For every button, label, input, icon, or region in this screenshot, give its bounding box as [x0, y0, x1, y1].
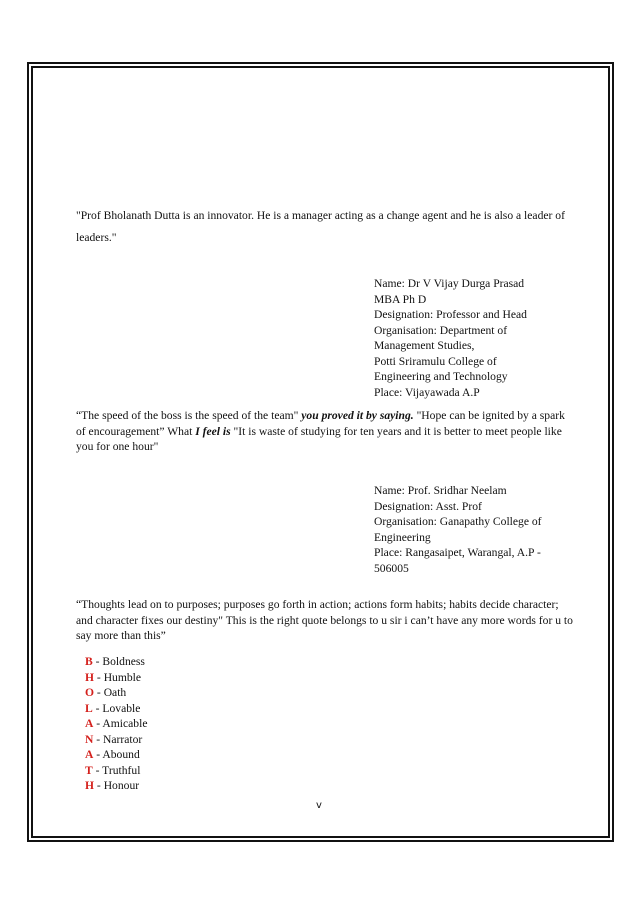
acrostic-letter: B [85, 655, 93, 668]
acrostic-word: - Oath [94, 686, 127, 699]
signature-line: Name: Dr V Vijay Durga Prasad [374, 277, 525, 290]
signature-line: Designation: Asst. Prof [374, 499, 482, 513]
testimonial-2-quote [76, 408, 576, 455]
acrostic-item [85, 732, 147, 748]
testimonial-3-quote: “Thoughts lead on to purposes; purposes go forth in action; actions form habits; habits decide character; and character fixes our destiny" This is the right quote belongs to u sir i can’t have any more words for u to say more than this” [76, 598, 573, 642]
acrostic-word: - Amicable [93, 717, 148, 730]
acrostic-item [85, 716, 147, 732]
acrostic-word: - Honour [94, 779, 140, 792]
signature-line: Organisation: Department of [374, 323, 508, 337]
acrostic-letter: N [85, 732, 94, 746]
testimonial-1-signature [374, 276, 584, 400]
acrostic-word: - Humble [94, 670, 142, 684]
page-number: v [316, 800, 322, 811]
quote-text: "Hope can be ignited by a spark of encouragement” What [76, 409, 565, 438]
acrostic-letter: H [85, 670, 95, 684]
signature-line: Organisation: Ganapathy College of [374, 515, 542, 528]
signature-line: Engineering [374, 530, 431, 544]
signature-line: Place: Vijayawada A.P [374, 385, 480, 399]
acrostic-word: - Lovable [92, 701, 141, 715]
signature-line: MBA Ph D [374, 292, 427, 306]
acrostic-word: - Abound [93, 748, 140, 761]
signature-line: Name: Prof. Sridhar Neelam [374, 484, 507, 497]
signature-line: 506005 [374, 561, 409, 575]
acrostic-item [85, 685, 147, 701]
acrostic-item [85, 763, 147, 779]
acrostic-word: - Truthful [92, 763, 141, 777]
quote-emphasis: you proved it by saying. [301, 409, 414, 422]
quote-text: "It is waste of studying for ten years and it is better to meet people like you for one hour" [76, 424, 562, 453]
testimonial-1-quote: "Prof Bholanath Dutta is an innovator. He is a manager acting as a change agent and he is also a leader of leaders." [76, 209, 565, 244]
signature-line: Designation: Professor and Head [374, 308, 527, 321]
signature-line: Management Studies, [374, 339, 475, 352]
acrostic-item [85, 654, 147, 670]
acrostic-letter: T [85, 763, 93, 777]
acrostic-item [85, 701, 147, 717]
acrostic-letter: L [85, 701, 93, 715]
acrostic-list [85, 654, 147, 794]
signature-line: Place: Rangasaipet, Warangal, A.P - [374, 546, 541, 559]
acrostic-item [85, 747, 147, 763]
acrostic-word: - Boldness [92, 655, 145, 668]
acrostic-letter: O [85, 686, 95, 699]
quote-emphasis: I feel is [195, 424, 231, 438]
acrostic-word: - Narrator [93, 732, 143, 746]
acrostic-item [85, 670, 147, 686]
acrostic-letter: A [85, 717, 94, 730]
acrostic-item [85, 778, 147, 794]
quote-text: “The speed of the boss is the speed of the team" [76, 409, 302, 422]
signature-line: Potti Sriramulu College of [374, 354, 497, 368]
testimonial-2-signature [374, 483, 584, 576]
signature-line: Engineering and Technology [374, 370, 508, 383]
acrostic-letter: A [85, 748, 94, 761]
acrostic-letter: H [85, 779, 95, 792]
